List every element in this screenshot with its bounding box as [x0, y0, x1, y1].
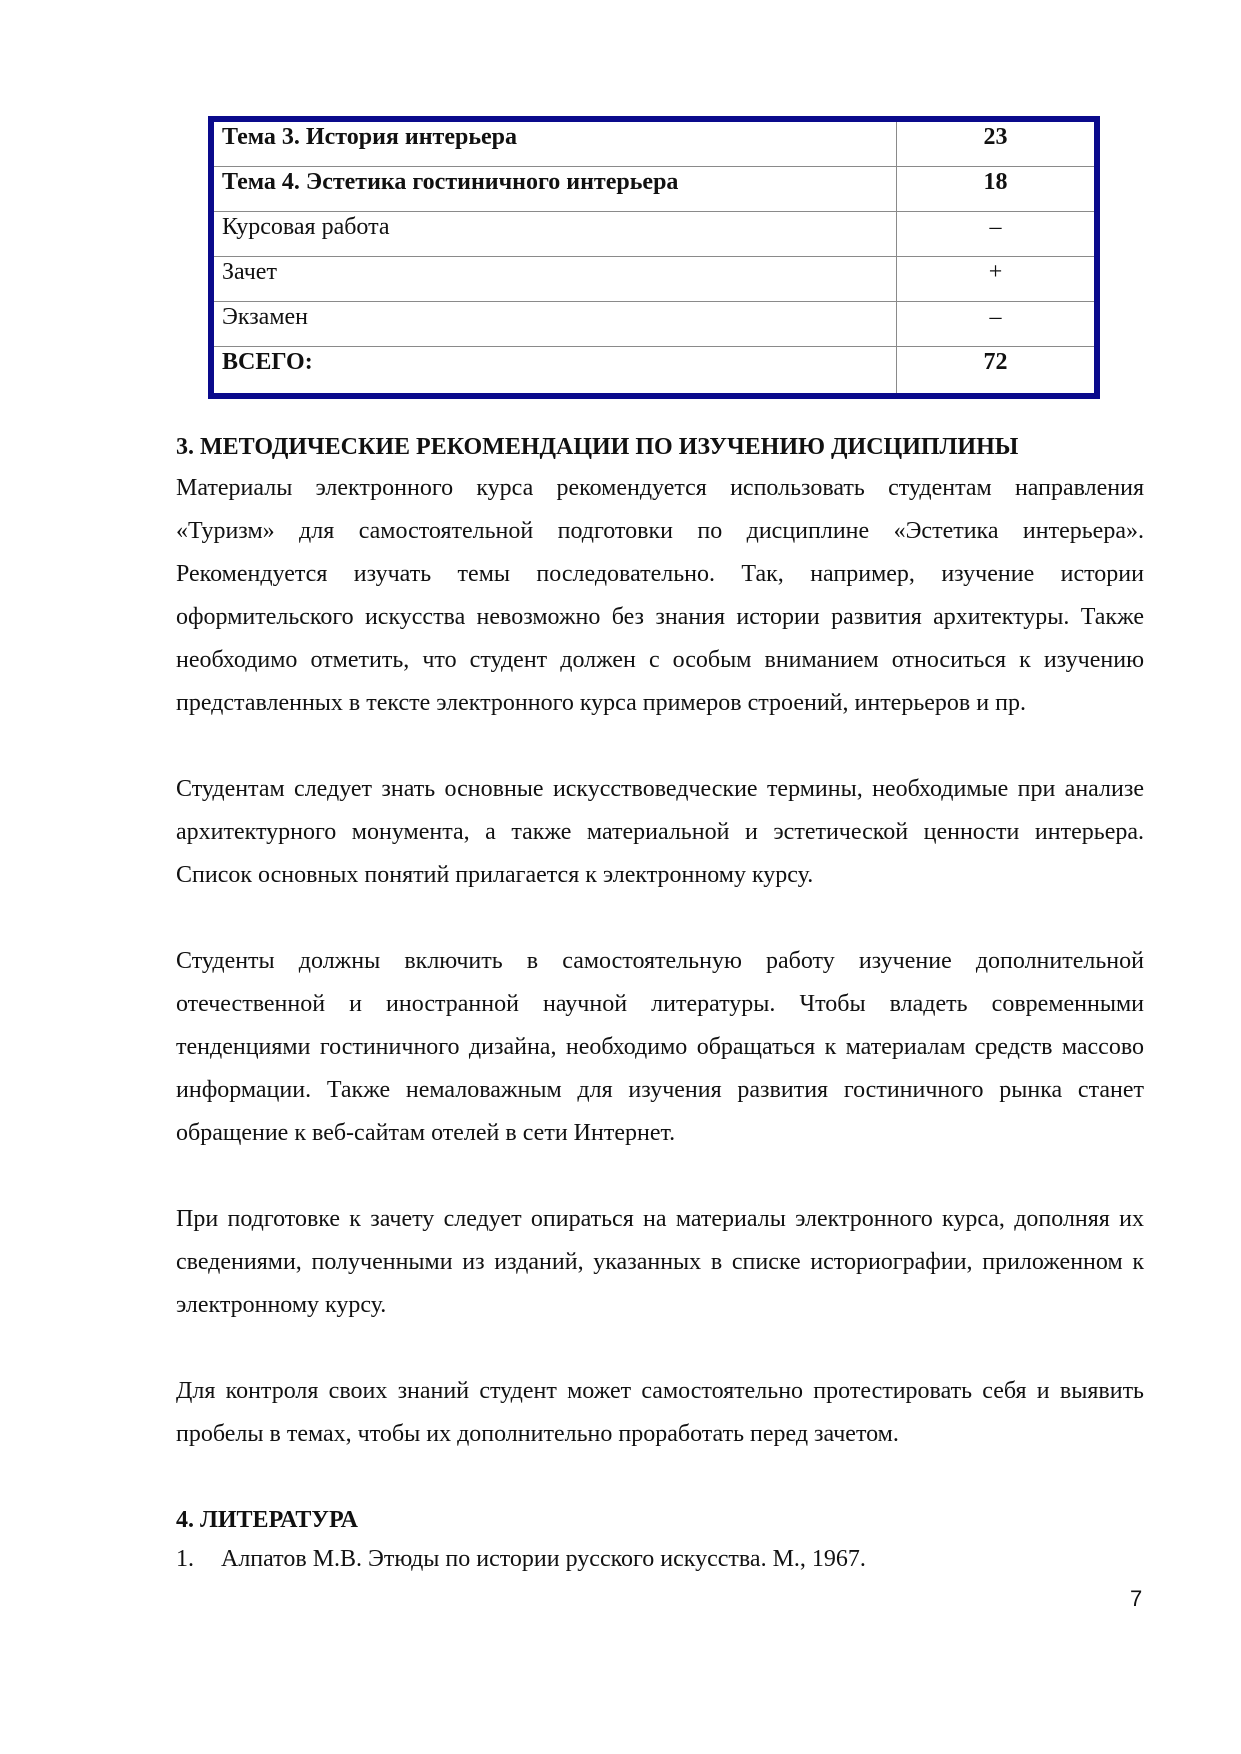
total-hours: 72 — [897, 347, 1098, 397]
section-3-paragraph-4: При подготовке к зачету следует опираться на материалы электронного курса, дополняя их сведениями, полученными из изданий, указанных в списке историографии, приложенном к электронному курсу. — [176, 1206, 1144, 1318]
hours-table — [208, 116, 1100, 399]
table-row — [211, 212, 1097, 257]
section-3-heading: 3. МЕТОДИЧЕСКИЕ РЕКОМЕНДАЦИИ ПО ИЗУЧЕНИЮ ДИСЦИПЛИНЫ — [176, 434, 1019, 460]
table-row — [211, 257, 1097, 302]
section-3-paragraph-3: Студенты должны включить в самостоятельную работу изучение дополнительной отечественной и иностранной научной литературы. Чтобы владеть современными тенденциями гостиничного дизайна, необходимо обращаться к материалам средств массово информации. Также немаловажным для изучения развития гостиничного рынка станет обращение к веб-сайтам отелей в сети Интернет. — [176, 948, 1144, 1146]
topic-hours: – — [897, 212, 1098, 257]
topic-name: Экзамен — [211, 302, 897, 347]
section-3-paragraph-2: Студентам следует знать основные искусствоведческие термины, необходимые при анализе архитектурного монумента, а также материальной и эстетической ценности интерьера. Список основных понятий прилагается к электронному курсу. — [176, 776, 1144, 888]
literature-item-number: 1. — [176, 1546, 194, 1572]
topic-hours: – — [897, 302, 1098, 347]
topic-name: Зачет — [211, 257, 897, 302]
topic-name: Тема 3. История интерьера — [211, 119, 897, 167]
topic-hours: + — [897, 257, 1098, 302]
section-4-heading: 4. ЛИТЕРАТУРА — [176, 1507, 358, 1533]
table-row — [211, 119, 1097, 167]
topic-hours: 18 — [897, 167, 1098, 212]
table-row — [211, 167, 1097, 212]
section-3-paragraph-5: Для контроля своих знаний студент может самостоятельно протестировать себя и выявить пробелы в темах, чтобы их дополнительно проработать перед зачетом. — [176, 1378, 1144, 1447]
page-number: 7 — [1130, 1586, 1143, 1611]
total-label: ВСЕГО: — [211, 347, 897, 397]
topic-hours: 23 — [897, 119, 1098, 167]
literature-item — [176, 1544, 866, 1574]
table-row-total — [211, 347, 1097, 397]
topic-name: Тема 4. Эстетика гостиничного интерьера — [211, 167, 897, 212]
section-3-paragraph-1: Материалы электронного курса рекомендуется использовать студентам направления «Туризм» для самостоятельной подготовки по дисциплине «Эстетика интерьера». Рекомендуется изучать темы последовательно. Так, например, изучение истории оформительского искусства невозможно без знания истории развития архитектуры. Также необходимо отметить, что студент должен с особым вниманием относиться к изучению представленных в тексте электронного курса примеров строений, интерьеров и пр. — [176, 475, 1144, 716]
table-row — [211, 302, 1097, 347]
topic-name: Курсовая работа — [211, 212, 897, 257]
literature-item-text: Алпатов М.В. Этюды по истории русского искусства. М., 1967. — [221, 1546, 866, 1572]
